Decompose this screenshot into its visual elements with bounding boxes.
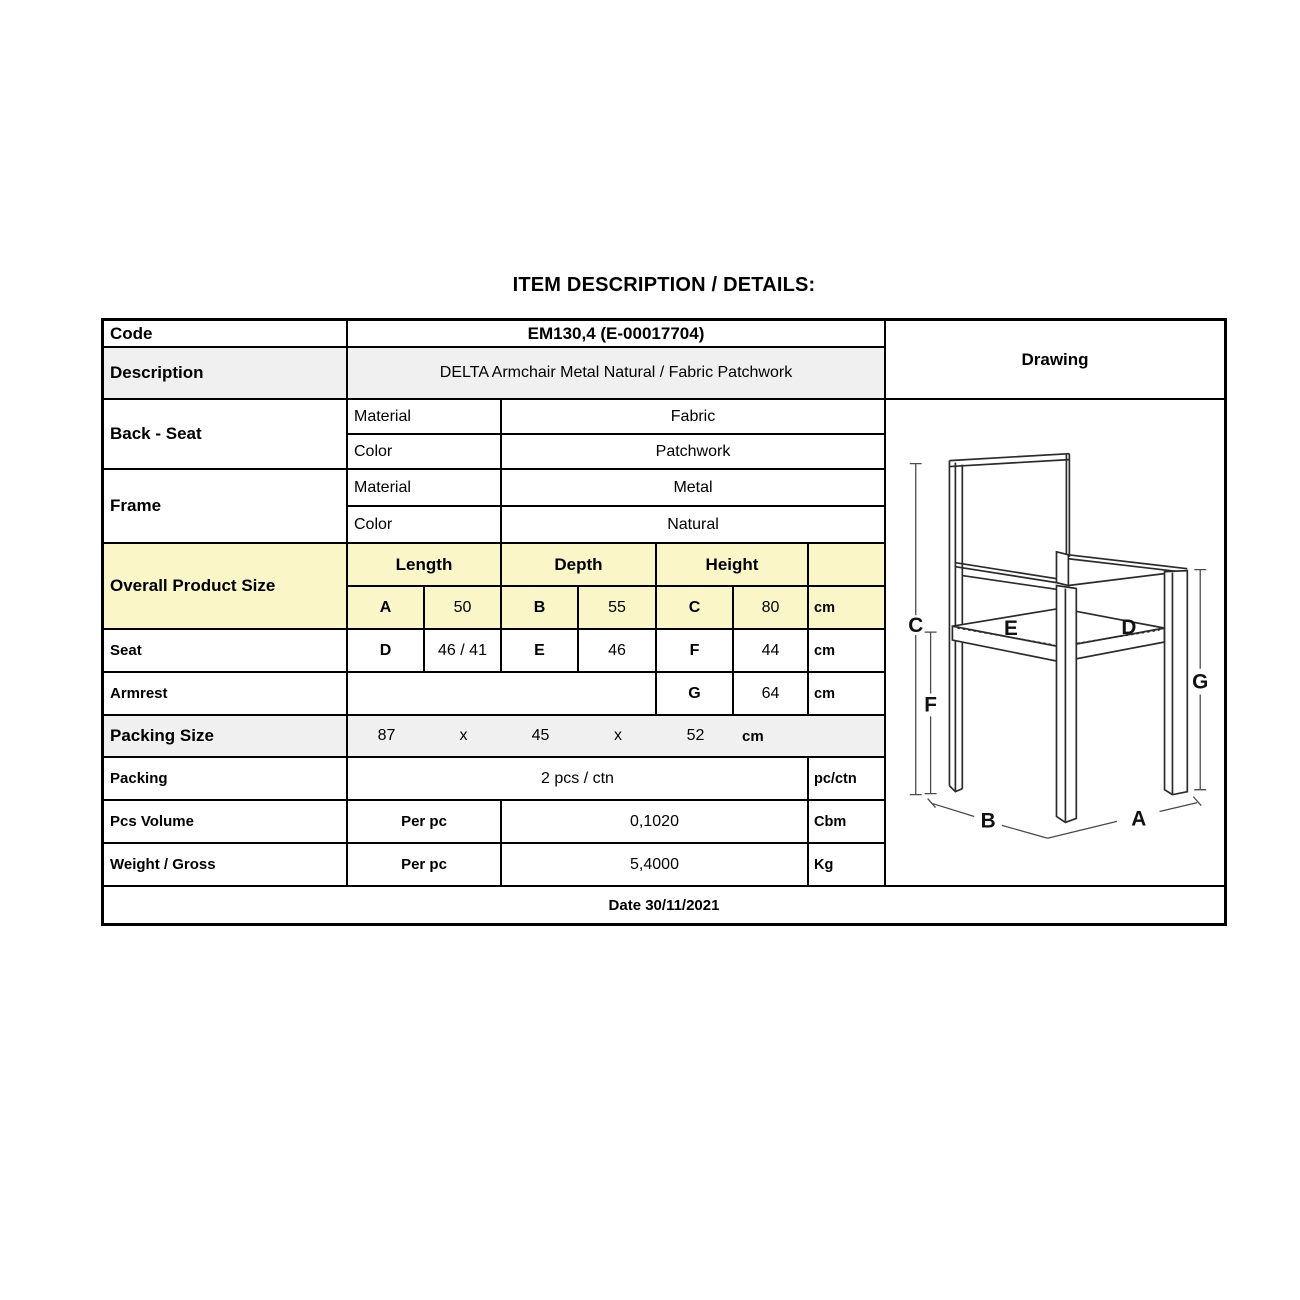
chair-drawing <box>886 400 1224 885</box>
packing-size-v1: 87 <box>377 727 396 744</box>
backrest-right-edge <box>1066 454 1069 557</box>
frame-material-label: Material <box>348 470 502 507</box>
height-header: Height <box>657 544 809 587</box>
back-seat-material-value: Fabric <box>502 400 886 435</box>
dim-label-e: E <box>1003 617 1018 641</box>
drawing-cell <box>886 400 1224 887</box>
dim-label-g: G <box>1192 670 1209 694</box>
pcs-volume-unit: Cbm <box>809 801 886 844</box>
armrest-label: Armrest <box>104 673 348 716</box>
pcs-volume-per: Per pc <box>348 801 502 844</box>
seat-label: Seat <box>104 630 348 673</box>
date-row: Date 30/11/2021 <box>608 896 720 914</box>
back-seat-label: Back - Seat <box>104 400 348 470</box>
chair-wireframe <box>949 454 1187 823</box>
dim-g-key: G <box>657 673 734 716</box>
packing-size-label: Packing Size <box>104 716 348 758</box>
code-value: EM130,4 (E-00017704) <box>348 321 886 348</box>
pcs-volume-label: Pcs Volume <box>104 801 348 844</box>
dim-c-value: 80 <box>734 587 809 630</box>
pcs-volume-value: 0,1020 <box>502 801 809 844</box>
dim-e-key: E <box>502 630 579 673</box>
left-arm <box>955 563 1068 590</box>
length-header: Length <box>348 544 502 587</box>
dim-d-key: D <box>348 630 425 673</box>
dim-label-b: B <box>980 809 996 833</box>
right-arm-cap <box>1056 552 1068 586</box>
dim-f-key: F <box>657 630 734 673</box>
code-label: Code <box>104 321 348 348</box>
dim-label-c: C <box>908 614 924 638</box>
overall-size-unit: cm <box>809 587 886 630</box>
overall-size-label: Overall Product Size <box>104 544 348 630</box>
back-seat-color-value: Patchwork <box>502 435 886 470</box>
description-value: DELTA Armchair Metal Natural / Fabric Patchwork <box>348 348 886 400</box>
drawing-header: Drawing <box>886 321 1224 400</box>
dim-label-d: D <box>1121 616 1137 640</box>
dim-f-value: 44 <box>734 630 809 673</box>
depth-header: Depth <box>502 544 657 587</box>
weight-gross-label: Weight / Gross <box>104 844 348 887</box>
dim-d-value: 46 / 41 <box>425 630 502 673</box>
packing-unit: pc/ctn <box>809 758 886 801</box>
dim-g-value: 64 <box>734 673 809 716</box>
armrest-unit: cm <box>809 673 886 716</box>
packing-size-x2: x <box>614 727 622 744</box>
spec-table <box>101 318 1227 926</box>
front-left-leg <box>1056 586 1076 823</box>
packing-size-v2: 45 <box>531 727 550 744</box>
frame-material-value: Metal <box>502 470 886 507</box>
dim-b-key: B <box>502 587 579 630</box>
frame-color-label: Color <box>348 507 502 544</box>
frame-color-value: Natural <box>502 507 886 544</box>
weight-gross-per: Per pc <box>348 844 502 887</box>
back-seat-material-label: Material <box>348 400 502 435</box>
dim-e-value: 46 <box>579 630 657 673</box>
seat-unit: cm <box>809 630 886 673</box>
packing-size-values <box>348 716 886 758</box>
dim-a-value: 50 <box>425 587 502 630</box>
backrest-top-edge <box>949 454 1069 467</box>
frame-label: Frame <box>104 470 348 544</box>
front-right-leg <box>1165 571 1188 795</box>
packing-size-x1: x <box>459 727 468 744</box>
description-label: Description <box>104 348 348 400</box>
packing-value: 2 pcs / ctn <box>348 758 809 801</box>
armrest-empty <box>348 673 657 716</box>
dim-b-value: 55 <box>579 587 657 630</box>
dim-label-a: A <box>1131 807 1147 831</box>
weight-gross-unit: Kg <box>809 844 886 887</box>
page-title: ITEM DESCRIPTION / DETAILS: <box>512 274 816 296</box>
dim-label-f: F <box>924 693 937 717</box>
packing-size-v3: 52 <box>686 727 705 744</box>
dim-c-key: C <box>657 587 734 630</box>
size-unit-header-empty <box>809 544 886 587</box>
dim-a-key: A <box>348 587 425 630</box>
packing-label: Packing <box>104 758 348 801</box>
weight-gross-value: 5,4000 <box>502 844 809 887</box>
back-seat-color-label: Color <box>348 435 502 470</box>
packing-size-unit: cm <box>742 727 764 745</box>
